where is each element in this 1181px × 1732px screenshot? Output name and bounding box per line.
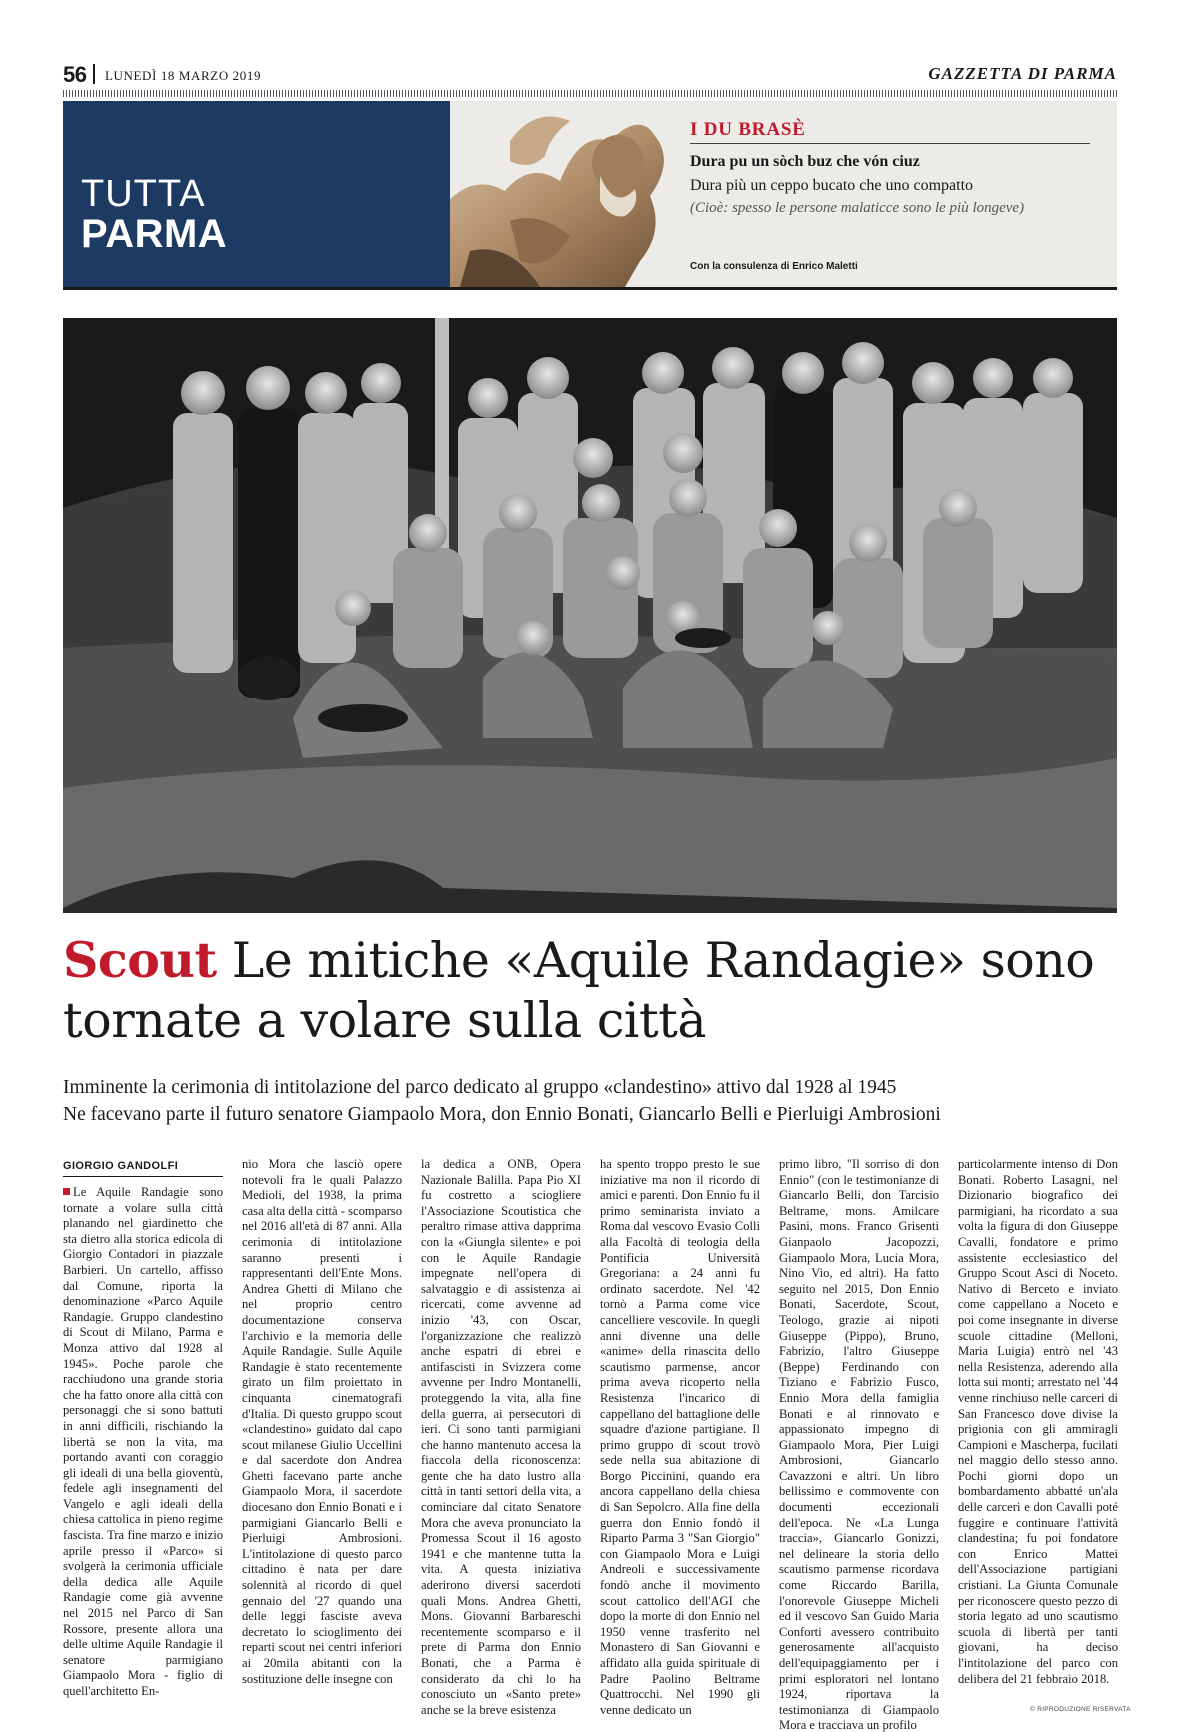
page-number-divider — [93, 64, 95, 84]
article-column-1 — [63, 1185, 223, 1700]
scout-group-photo — [63, 318, 1117, 913]
article-column-2 — [242, 1157, 402, 1687]
page-header — [63, 62, 1117, 88]
column-text: la dedica a ONB, Opera Nazionale Balilla. Papa Pio XI fu costretto a sciogliere l'Associazione Scoutistica che peraltro rimase attiva dapprima con la «Giungla silente» e poi con le Aquile Randagie impegnate nell'opera di salvataggio e di assistenza ai ricercati, come avvenne ad inizio '43, con Oscar, l'organizzazione che realizzò anche espatri di ebrei e antifascisti in Svizzera come avvenne per Indro Montanelli, proteggendo la vita, alla fine della guerra, ai persecutori di ieri. Ci sono tanti parmigiani che hanno mantenuto accesa la fiaccola della riconoscenza: gente che ha dato lustro alla città in tanti settori della vita, a cominciare dal citato Senatore Mora che aveva pronunciato la Promessa Scout il 16 agosto 1941 e che mantenne tutta la vita. A questa iniziativa aderirono diversi sacerdoti quali Mons. Andrea Ghetti, Mons. Giovanni Barbareschi recentemente scomparso e il prete di Parma don Ennio Bonati, che a Parma è considerato da chi lo ha conosciuto un «Santo prete» anche se la breve esistenza — [421, 1157, 581, 1717]
dialect-note: (Cioè: spesso le persone malaticce sono le più longeve) — [690, 200, 1025, 216]
page-number: 56 — [63, 62, 87, 87]
headline-kicker: Scout — [63, 931, 217, 989]
column-text: ha spento troppo presto le sue iniziative ma non il ricordo di amici e parenti. Don Ennio fu il primo seminarista inviato a Roma dal vescovo Evasio Colli alla Facoltà di teologia della Pontificia Università Gregoriana: a 24 anni fu ordinato sacerdote. Nel '42 tornò a Parma come vice cancelliere vescovile. In quegli anni divenne una delle «anime» della rinascita dello scautismo parmense, ancor prima aveva ricoperto nella Resistenza l'incarico di cappellano del battaglione delle squadre d'azione partigiane. Il primo gruppo di scout trovò sede nella sua abitazione di Borgo Piccinini, quando era ancora cappellano della chiesa di San Sepolcro. Alla fine della guerra don Ennio fondò il Riparto Parma 3 "San Giorgio" con Giampaolo Mora e Luigi Andreoli e successivamente fondò anche il movimento scout cattolico dell'AGI che dopo la morte di don Ennio nel 1950 venne trasferito nel Monastero di San Giovanni e affidato alla guida spirituale di Padre Paolino Beltrame Quattrocchi. Nel 1990 gli venne dedicato un — [600, 1157, 760, 1717]
column-text: nio Mora che lasciò opere notevoli fra le quali Palazzo Medioli, del 1938, la prima casa alta della città - scomparso nel 2016 all'età di 87 anni. Alla cerimonia di intitolazione saranno presenti i rappresentanti dell'Ente Mons. Andrea Ghetti di Milano che nel proprio centro documentazione conserva l'archivio e la memoria delle Aquile Randagie. Sulle Aquile Randagie è stato recentemente girato un film proiettato in cinquanta cinematografi d'Italia. Di questo gruppo scout «clandestino» guidato dal capo scout milanese Giulio Uccellini e dal sacerdote don Andrea Ghetti facevano parte anche Giampaolo Mora, il sacerdote diocesano don Ennio Bonati e i parmigiani Giancarlo Belli e Pierluigi Ambrosioni. L'intitolazione di questo parco cittadino è nata per dare solennità al ricordo di quel gennaio del '27 quando una delle leggi fasciste aveva decretato lo scioglimento dei reparti scout nei centri inferiori ai 20mila abitanti con la sostituzione delle insegne con — [242, 1157, 402, 1686]
group-photo-illustration — [63, 318, 1117, 913]
section-banner — [63, 101, 450, 287]
column-text: Le Aquile Randagie sono tornate a volare sulla città planando nel giardinetto che sta dietro alla storica edicola di Giorgio Contadori in piazzale Barbieri. Un cartello, affisso dal Comune, riporta la denominazione «Parco Aquile Randagie. Gruppo clandestino di Scout di Milano, Parma e Monza attivo dal 1928 al 1945». Poche parole che racchiudono una grande storia che ha fatto onore alla città con personaggi che si sono battuti in anni difficili, rischiando la libertà se non la vita, ma portando avanti con coraggio gli ideali di una bella gioventù, fedele agli insegnamenti del Vangelo e agli ideali della chiesa cattolica in pieno regime fascista. Tra fine marzo e inizio aprile presso il «Parco» si svolgerà la cerimonia ufficiale della dedica alle Aquile Randagie come già avvenne nel 2015 nel Parco di San Rossore, presente allora una delle ultime Aquile Randagie il senatore parmigiano Giampaolo Mora - figlio di quell'architetto En- — [63, 1185, 223, 1698]
subhead-line-1: Imminente la cerimonia di intitolazione del parco dedicato al gruppo «clandestino» attivo dal 1928 al 1945 — [63, 1077, 897, 1098]
byline: GIORGIO GANDOLFI — [63, 1160, 179, 1172]
lead-bullet-icon — [63, 1188, 70, 1195]
dialect-title-rule — [690, 143, 1090, 144]
dialect-credit: Con la consulenza di Enrico Maletti — [690, 261, 858, 272]
column-text: particolarmente intenso di Don Bonati. Roberto Lasagni, nel Dizionario biografico dei parmigiani, ha ricordato a sua volta la figura di don Giuseppe Cavalli, fondatore e primo assistente ecclesiastico del Gruppo Scout Asci di Noceto. Nativo di Berceto e inviato come cappellano a Noceto e poi come insegnante in diverse scuole cittadine (Melloni, Maria Luigia) entrò nel '43 nella Resistenza, aderendo alla lotta sui monti; arrestato nel '44 venne rinchiuso nelle carceri di San Francesco dove divise la prigionia con gli ammiragli Campioni e Mascherpa, fucilati nel maggio dello stesso anno. Pochi giorni dopo un bombardamento abbatté un'ala delle carceri e don Cavalli poté fuggire e continuare l'attività clandestina; fu poi fondatore con Enrico Mattei dell'Associazione partigiani cristiani. La Giunta Comunale per riconoscere questo pezzo di storia legato ad uno scautismo scuola di libertà per tanti giovani, ha deciso l'intitolazione del parco con delibera del 21 febbraio 2018. — [958, 1157, 1118, 1686]
section-name-line1: TUTTA — [81, 173, 206, 215]
masthead: GAZZETTA DI PARMA — [928, 64, 1117, 83]
header-hatch-rule — [63, 90, 1117, 97]
article-subhead — [63, 1074, 1117, 1128]
issue-date: LUNEDÌ 18 MARZO 2019 — [105, 68, 262, 83]
article-column-3 — [421, 1157, 581, 1718]
article-column-4 — [600, 1157, 760, 1718]
byline-rule — [63, 1176, 223, 1177]
column-text: primo libro, "Il sorriso di don Ennio" (con le testimonianze di Giancarlo Belli, don Tarcisio Beltrame, mons. Amilcare Pasini, mons. Franco Grisenti Gianpaolo Jacopozzi, Giampaolo Mora, Lucia Mora, Nino Vio, ed altri). Ha fatto seguito nel 2015, Don Ennio Bonati, Sacerdote, Scout, Teologo, grazie ai nipoti Giuseppe (Pippo), Bruno, Fabrizio, l'altro Giuseppe (Beppe) Ferdinando con Tiziano e Fabrizio Fusco, Ennio Mora della famiglia Bonati e al rinnovato e appassionato impegno di Giampaolo Mora, Pier Luigi Ambrosioni, Giancarlo Cavazzoni e altri. Un libro bellissimo e commovente con documenti eccezionali dell'epoca. Ne «La Lunga traccia», Giancarlo Gonizzi, nel delineare la storia dello scautismo parmense ricordava come Riccardo Barilla, l'onorevole Giuseppe Micheli ed il vescovo San Guido Maria Conforti avessero contribuito generosamente all'acquisto dell'equipaggiamento per i primi esploratori nel lontano 1924, riportava la testimonianza di Giampaolo Mora e tracciava un profilo — [779, 1157, 939, 1732]
dialect-proverb: Dura pu un sòch buz che vón ciuz — [690, 153, 920, 170]
statue-illustration — [450, 101, 680, 287]
dialect-translation: Dura più un ceppo bucato che uno compatto — [690, 177, 974, 194]
copyright-notice: © RIPRODUZIONE RISERVATA — [1030, 1706, 1131, 1713]
subhead-line-2: Ne facevano parte il futuro senatore Giampaolo Mora, don Ennio Bonati, Giancarlo Belli e Pierluigi Ambrosioni — [63, 1104, 941, 1125]
article-column-5 — [779, 1157, 939, 1732]
statue-photo — [450, 101, 680, 287]
article-headline — [63, 930, 1117, 1051]
dialect-proverb-box — [680, 101, 1117, 287]
header-bottom-rule — [63, 287, 1117, 290]
headline-text: Le mitiche «Aquile Randagie» sono tornate a volare sulla città — [63, 932, 1095, 1049]
dialect-title: I DU BRASÈ — [690, 119, 806, 140]
section-name-line2: PARMA — [81, 212, 228, 256]
article-column-6 — [958, 1157, 1118, 1687]
